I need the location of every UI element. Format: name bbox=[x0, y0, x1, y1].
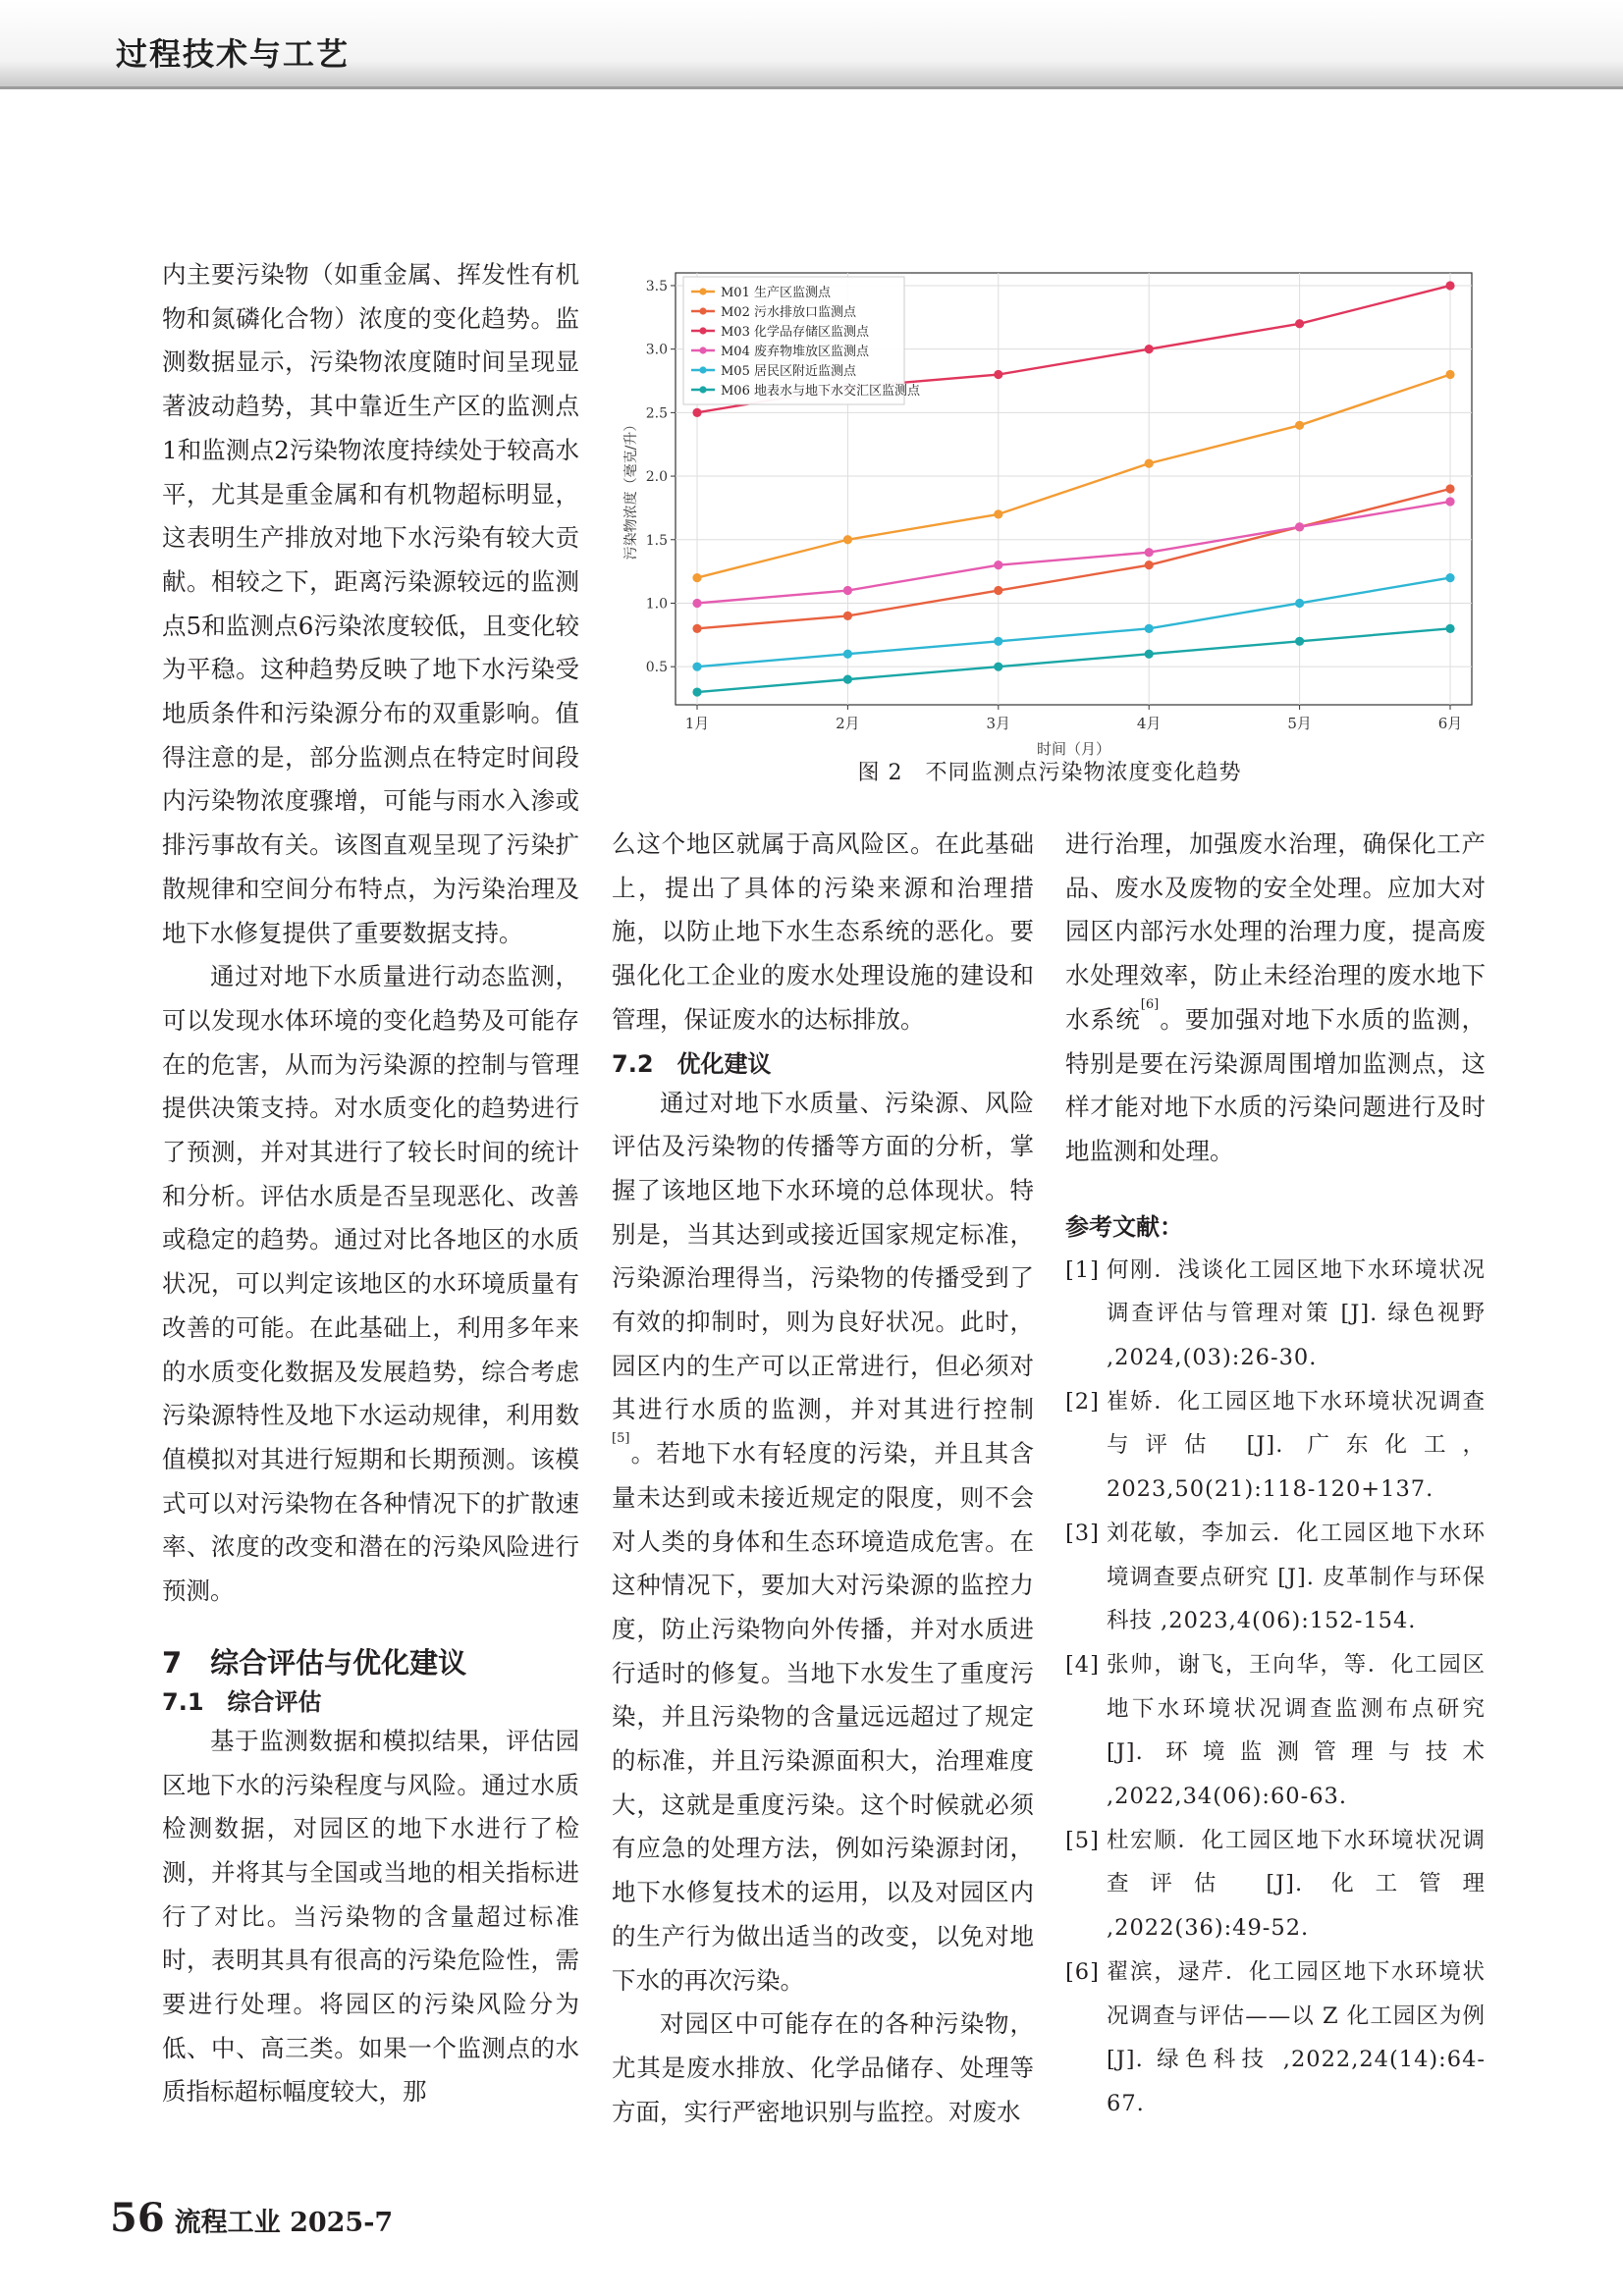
data-point bbox=[1145, 561, 1154, 569]
reference-item bbox=[1065, 1950, 1486, 2126]
data-point bbox=[1445, 370, 1454, 379]
data-point bbox=[994, 370, 1002, 379]
data-point bbox=[692, 408, 701, 417]
paragraph bbox=[612, 1082, 1034, 2003]
data-point bbox=[1445, 484, 1454, 493]
data-point bbox=[1295, 637, 1304, 646]
line-chart bbox=[614, 253, 1486, 758]
reference-item bbox=[1065, 1819, 1486, 1950]
y-tick-label: 3.5 bbox=[645, 278, 668, 294]
legend-swatch-marker bbox=[699, 366, 706, 373]
reference-item bbox=[1065, 1512, 1486, 1643]
reference-text: 何刚．浅谈化工园区地下水环境状况调查评估与管理对策 [J]. 绿色视野 ,2024,(03):26-30. bbox=[1107, 1256, 1486, 1371]
citation-5: [5] bbox=[612, 1431, 630, 1447]
y-tick-label: 0.5 bbox=[645, 660, 668, 676]
paragraph: 基于监测数据和模拟结果，评估园区地下水的污染程度与风险。通过水质检测数据，对园区的地下水进行了检测，并将其与全国或当地的相关指标进行了对比。当污染物的含量超过标准时，表明其具有很高的污染危险性，需要进行处理。将园区的污染风险分为低、中、高三类。如果一个监测点的水质指标超标幅度较大，那 bbox=[162, 1726, 579, 2107]
journal-issue: 流程工业 2025-7 bbox=[174, 2208, 394, 2238]
right-column bbox=[1065, 823, 1486, 2126]
citation-6: [6] bbox=[1140, 996, 1160, 1012]
legend-swatch-marker bbox=[699, 347, 706, 353]
reference-item bbox=[1065, 1643, 1486, 1819]
y-tick-label: 2.5 bbox=[645, 405, 668, 422]
legend-swatch-marker bbox=[699, 288, 706, 294]
x-tick-label: 2月 bbox=[836, 715, 860, 732]
middle-column bbox=[612, 823, 1034, 2134]
data-point bbox=[692, 599, 701, 608]
data-point bbox=[1295, 421, 1304, 430]
reference-number: [4] bbox=[1065, 1651, 1100, 1678]
x-axis-label: 时间（月） bbox=[1036, 740, 1111, 758]
data-point bbox=[994, 637, 1002, 646]
subsection-heading-7-1: 7.1 综合评估 bbox=[162, 1687, 322, 1716]
paragraph-text: 进行治理，加强废水治理，确保化工产品、废水及废物的安全处理。应加大对园区内部污水处理的治理力度，提高废水处理效率，防止未经治理的废水地下水系统 bbox=[1065, 829, 1486, 1034]
reference-number: [3] bbox=[1065, 1520, 1100, 1546]
reference-item bbox=[1065, 1380, 1486, 1512]
reference-text: 张帅，谢飞，王向华，等．化工园区地下水环境状况调查监测布点研究 [J]. 环境监测管理与技术 ,2022,34(06):60-63. bbox=[1107, 1651, 1486, 1810]
running-header bbox=[0, 0, 1623, 89]
data-point bbox=[1145, 650, 1154, 659]
legend-label: M02 污水排放口监测点 bbox=[721, 305, 856, 320]
legend-label: M03 化学品存储区监测点 bbox=[721, 325, 869, 340]
data-point bbox=[1145, 345, 1154, 353]
data-point bbox=[1145, 624, 1154, 633]
paragraph: 通过对地下水质量进行动态监测，可以发现水体环境的变化趋势及可能存在的危害，从而为污染源的控制与管理提供决策支持。对水质变化的趋势进行了预测，并对其进行了较长时间的统计和分析。评估水质是否呈现恶化、改善或稳定的趋势。通过对比各地区的水质状况，可以判定该地区的水环境质量有改善的可能。在此基础上，利用多年来的水质变化数据及发展趋势，综合考虑污染源特性及地下水运动规律，利用数值模拟对其进行短期和长期预测。该模式可以对污染物在各种情况下的扩散速率、浓度的改变和潜在的污染风险进行预测。 bbox=[162, 962, 579, 1606]
section-heading-7: 7 综合评估与优化建议 bbox=[162, 1645, 467, 1680]
reference-number: [6] bbox=[1065, 1958, 1100, 1985]
references-heading: 参考文献： bbox=[1065, 1212, 1183, 1241]
y-tick-label: 3.0 bbox=[645, 342, 668, 358]
paragraph-text: 。若地下水有轻度的污染，并且其含量未达到或未接近规定的限度，则不会对人类的身体和生态环境造成危害。在这种情况下，要加大对污染源的监控力度，防止污染物向外传播，并对水质进行适时的修复。当地下水发生了重度污染，并且污染物的含量远远超过了规定的标准，并且污染源面积大，治理难度大，这就是重度污染。这个时候就必须有应急的处理方法，例如污染源封闭，地下水修复技术的运用，以及对园区内的生产行为做出适当的改变，以免对地下水的再次污染。 bbox=[612, 1439, 1034, 1995]
y-tick-label: 1.0 bbox=[645, 596, 668, 613]
x-tick-label: 6月 bbox=[1437, 715, 1463, 732]
data-point bbox=[692, 573, 701, 582]
reference-text: 刘花敏，李加云．化工园区地下水环境调查要点研究 [J]. 皮革制作与环保科技 ,2023,4(06):152-154. bbox=[1107, 1520, 1486, 1634]
data-point bbox=[692, 663, 701, 671]
y-tick-label: 2.0 bbox=[645, 469, 668, 486]
reference-number: [5] bbox=[1065, 1827, 1100, 1853]
y-axis-label: 污染物浓度（毫克/升） bbox=[623, 417, 639, 561]
reference-text: 崔娇．化工园区地下水环境状况调查与评估 [J]. 广东化工，2023,50(21):118-120+137. bbox=[1107, 1388, 1486, 1503]
data-point bbox=[843, 650, 852, 659]
page-footer bbox=[110, 2195, 393, 2241]
data-point bbox=[1145, 548, 1154, 557]
figure-2 bbox=[614, 253, 1486, 803]
section-header-title: 过程技术与工艺 bbox=[116, 35, 351, 73]
data-point bbox=[1445, 281, 1454, 290]
x-tick-label: 4月 bbox=[1136, 715, 1162, 732]
legend-swatch-marker bbox=[699, 327, 706, 334]
data-point bbox=[1145, 459, 1154, 468]
data-point bbox=[692, 687, 701, 696]
paragraph-text: 。要加强对地下水质的监测，特别是要在污染源周围增加监测点，这样才能对地下水质的污染问题进行及时地监测和处理。 bbox=[1065, 1004, 1486, 1165]
x-tick-label: 3月 bbox=[986, 715, 1011, 732]
figure-caption: 图 2 不同监测点污染物浓度变化趋势 bbox=[857, 761, 1242, 785]
reference-text: 翟滨，逯芹．化工园区地下水环境状况调查与评估——以 Z 化工园区为例 [J]. 绿色科技 ,2022,24(14):64-67. bbox=[1107, 1958, 1486, 2116]
data-point bbox=[843, 586, 852, 595]
data-point bbox=[1445, 497, 1454, 506]
paragraph-text: 通过对地下水质量、污染源、风险评估及污染物的传播等方面的分析，掌握了该地区地下水环境的总体现状。特别是，当其达到或接近国家规定标准，污染源治理得当，污染物的传播受到了有效的抑制时，则为良好状况。此时，园区内的生产可以正常进行，但必须对其进行水质的监测，并对其进行控制 bbox=[612, 1088, 1034, 1424]
reference-item bbox=[1065, 1249, 1486, 1380]
data-point bbox=[1295, 522, 1304, 531]
y-tick-label: 1.5 bbox=[645, 532, 668, 549]
legend-label: M05 居民区附近监测点 bbox=[721, 364, 856, 379]
legend-label: M06 地表水与地下水交汇区监测点 bbox=[721, 384, 920, 399]
paragraph bbox=[1065, 823, 1486, 1174]
data-point bbox=[692, 624, 701, 633]
reference-list bbox=[1065, 1249, 1486, 2126]
data-point bbox=[994, 561, 1002, 569]
reference-text: 杜宏顺．化工园区地下水环境状况调查评估 [J]. 化工管理 ,2022(36):49-52. bbox=[1107, 1827, 1486, 1942]
reference-number: [1] bbox=[1065, 1256, 1100, 1283]
x-tick-label: 5月 bbox=[1287, 715, 1312, 732]
legend-label: M04 废弃物堆放区监测点 bbox=[721, 345, 869, 359]
data-point bbox=[1445, 624, 1454, 633]
subsection-heading-7-2: 7.2 优化建议 bbox=[612, 1049, 772, 1078]
data-point bbox=[843, 535, 852, 544]
data-point bbox=[994, 509, 1002, 518]
reference-number: [2] bbox=[1065, 1388, 1100, 1415]
data-point bbox=[843, 675, 852, 684]
data-point bbox=[1445, 573, 1454, 582]
paragraph: 对园区中可能存在的各种污染物，尤其是废水排放、化学品储存、处理等方面，实行严密地识别与监控。对废水 bbox=[612, 2009, 1034, 2126]
paragraph: 内主要污染物（如重金属、挥发性有机物和氮磷化合物）浓度的变化趋势。监测数据显示，污染物浓度随时间呈现显著波动趋势，其中靠近生产区的监测点1和监测点2污染物浓度持续处于较高水平，尤其是重金属和有机物超标明显，这表明生产排放对地下水污染有较大贡献。相较之下，距离污染源较远的监测点5和监测点6污染浓度较低，且变化较为平稳。这种趋势反映了地下水污染受地质条件和污染源分布的双重影响。值得注意的是，部分监测点在特定时间段内污染物浓度骤增，可能与雨水入渗或排污事故有关。该图直观呈现了污染扩散规律和空间分布特点，为污染治理及地下水修复提供了重要数据支持。 bbox=[162, 260, 579, 947]
legend-swatch-marker bbox=[699, 307, 706, 314]
page-number: 56 bbox=[110, 2195, 165, 2241]
legend-swatch-marker bbox=[699, 386, 706, 393]
legend-label: M01 生产区监测点 bbox=[721, 286, 831, 300]
paragraph: 么这个地区就属于高风险区。在此基础上，提出了具体的污染来源和治理措施，以防止地下水生态系统的恶化。要强化化工企业的废水处理设施的建设和管理，保证废水的达标排放。 bbox=[612, 829, 1034, 1034]
data-point bbox=[1295, 599, 1304, 608]
data-point bbox=[994, 586, 1002, 595]
data-point bbox=[843, 612, 852, 620]
data-point bbox=[994, 663, 1002, 671]
x-tick-label: 1月 bbox=[684, 715, 710, 732]
data-point bbox=[1295, 319, 1304, 328]
left-column bbox=[162, 253, 579, 2114]
